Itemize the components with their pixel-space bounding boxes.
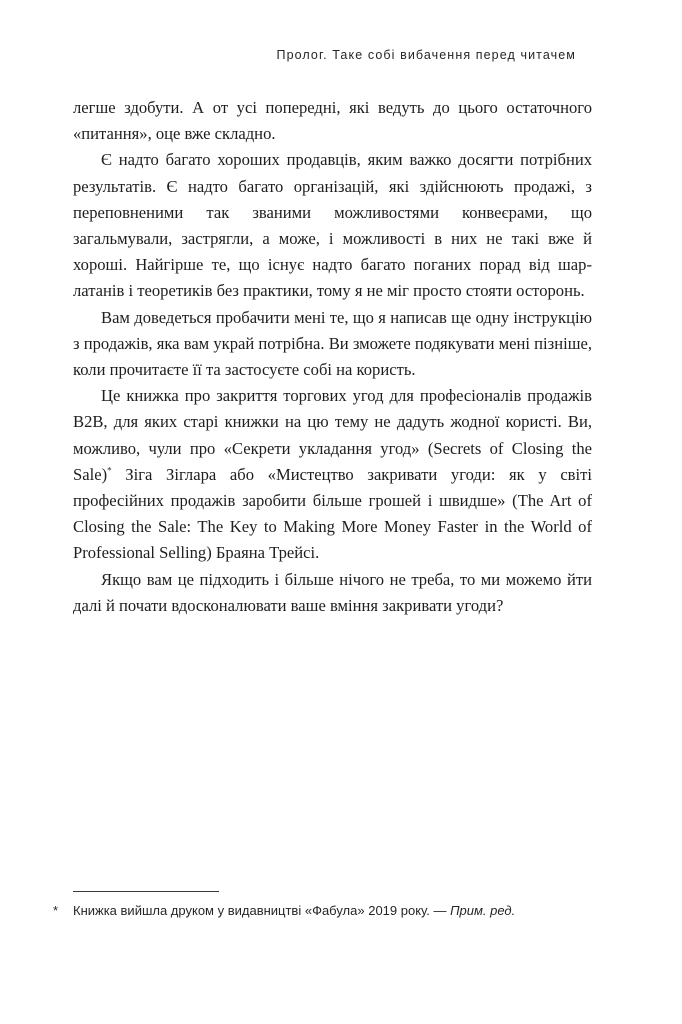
paragraph-5: Якщо вам це підходить і більше нічого не треба, то ми можемо йти далі й почати вдосконалювати ваше вміння закривати угоди? [73, 569, 592, 615]
paragraph-2: Є надто багато хороших продавців, яким важко досягти потрібних результатів. Є надто багато організацій, які здійснюють продажі, з переповненими так званими можливостями конвеєрами, що загальмували, застрягли, а може, і можливості в них не такі вже й хороші. Найгірше те, що існує надто багато поганих порад від шарлатанів і теоретиків без практики, тому я не міг просто стояти осторонь. [73, 150, 592, 301]
paragraph-4 [73, 383, 592, 566]
body-text [73, 95, 592, 619]
footnote-text: Книжка вийшла друком у видавництві «Фабула» 2019 року. — [73, 903, 451, 918]
footnote [53, 902, 613, 920]
paragraph-4-before-mark: Це книжка про закриття торгових угод для професіоналів продажів B2B, для яких старі книжки на цю тему не дадуть жодної користі. Ви, можливо, чули про «Секрети укладання угод» (Secrets of Closing the Sale) [73, 386, 592, 484]
footnote-divider [73, 891, 219, 892]
running-head: Пролог. Таке собі вибачення перед читачем [276, 48, 576, 62]
footnote-editor-note: Прим. ред. [450, 903, 516, 918]
paragraph-1: легше здобути. А от усі попередні, які ведуть до цього остаточного «питання», оце вже складно. [73, 98, 592, 144]
paragraph-4-after-mark: Зіга Зіглара або «Мистецтво закривати угоди: як у світі професійних продажів заробити більше грошей і швидше» (The Art of Closing the Sale: The Key to Making More Money Faster in the World of Professional Selling) Браяна Трейсі. [73, 464, 592, 563]
footnote-marker: * [53, 903, 59, 918]
footnote-reference-mark: * [107, 465, 112, 476]
paragraph-3: Вам доведеться пробачити мені те, що я написав ще одну інструкцію з продажів, яка вам украй потрібна. Ви зможете подякувати мені пізніше, коли прочитаєте її та застосуєте собі на користь. [73, 307, 592, 380]
